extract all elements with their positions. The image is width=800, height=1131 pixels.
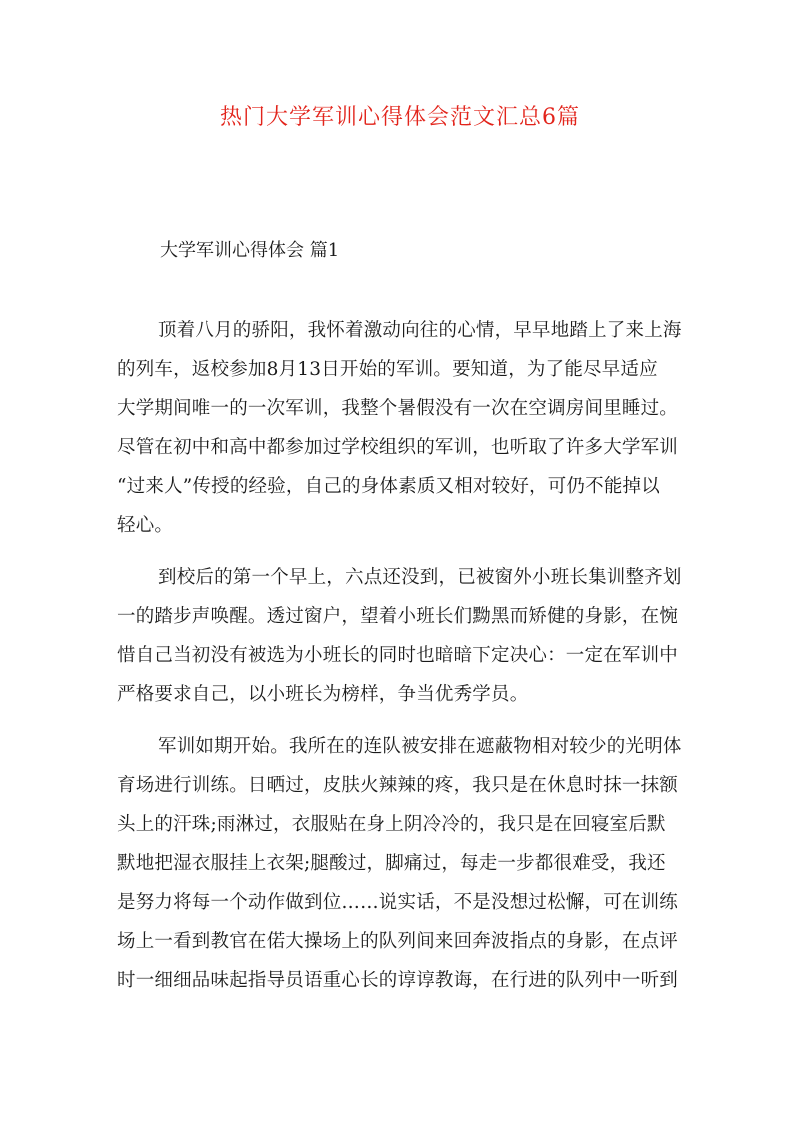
- paragraph-line: 轻心。: [117, 515, 174, 536]
- paragraph-line: 一的踏步声唤醒。透过窗户，望着小班长们黝黑而矫健的身影，在惋: [117, 606, 679, 627]
- document-title: 热门大学军训心得体会范文汇总6篇: [220, 105, 580, 130]
- paragraph-line: 严格要求自己，以小班长为榜样，争当优秀学员。: [117, 684, 529, 705]
- paragraph-line: 顶着八月的骄阳，我怀着激动向往的心情，早早地踏上了来上海: [158, 320, 682, 341]
- paragraph-line: 是努力将每一个动作做到位……说实话，不是没想过松懈，可在训练: [117, 892, 679, 913]
- paragraph-line: 头上的汗珠;雨淋过，衣服贴在身上阴冷冷的，我只是在回寝室后默: [117, 814, 666, 835]
- section-heading: 大学军训心得体会 篇1: [160, 240, 340, 261]
- paragraph-line: 时一细细品味起指导员语重心长的谆谆教诲，在行进的队列中一听到: [117, 970, 679, 991]
- paragraph-line: “过来人”传授的经验，自己的身体素质又相对较好，可仍不能掉以: [117, 476, 660, 497]
- paragraph-line: 大学期间唯一的一次军训，我整个暑假没有一次在空调房间里睡过。: [117, 398, 679, 419]
- paragraph-line: 军训如期开始。我所在的连队被安排在遮蔽物相对较少的光明体: [158, 736, 682, 757]
- paragraph-line: 场上一看到教官在偌大操场上的队列间来回奔波指点的身影，在点评: [117, 931, 679, 952]
- paragraph-line: 到校后的第一个早上，六点还没到，已被窗外小班长集训整齐划: [158, 567, 682, 588]
- paragraph-line: 的列车，返校参加8月13日开始的军训。要知道，为了能尽早适应: [117, 359, 658, 380]
- paragraph-line: 育场进行训练。日晒过，皮肤火辣辣的疼，我只是在休息时抹一抹额: [117, 775, 679, 796]
- paragraph-line: 尽管在初中和高中都参加过学校组织的军训，也听取了许多大学军训: [117, 437, 679, 458]
- paragraph-line: 惜自己当初没有被选为小班长的同时也暗暗下定决心：一定在军训中: [117, 645, 679, 666]
- paragraph-line: 默地把湿衣服挂上衣架;腿酸过，脚痛过，每走一步都很难受，我还: [117, 853, 666, 874]
